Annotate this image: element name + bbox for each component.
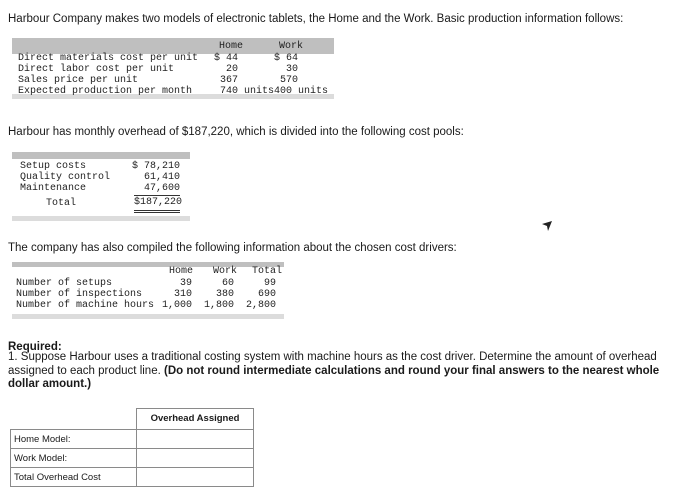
total-overhead-label: Total Overhead Cost	[14, 472, 101, 483]
work-model-overhead-input[interactable]	[136, 448, 254, 468]
production-work-value: $ 64	[274, 53, 299, 64]
production-col-work: Work	[278, 41, 303, 52]
pool-value: 61,410	[143, 172, 180, 183]
pool-label: Quality control	[20, 172, 111, 183]
production-row-label: Direct labor cost per unit	[18, 64, 175, 75]
drivers-col-home: Home	[168, 266, 193, 277]
driver-work-value: 380	[215, 289, 234, 300]
question-text: 1. Suppose Harbour uses a traditional costing system with machine hours as the cost driver. Determine the amount of overhead assigned to each product line.	[8, 351, 657, 377]
drivers-col-work: Work	[212, 266, 237, 277]
production-work-value: 30	[286, 64, 299, 75]
production-table	[12, 38, 334, 100]
drivers-text: The company has also compiled the following information about the chosen cost drivers:	[8, 242, 457, 254]
question-instruction: (Do not round intermediate calculations and round your final answers to the nearest whole dollar amount.)	[8, 364, 660, 390]
cost-pools-table	[12, 152, 190, 224]
cost-drivers-table	[12, 262, 284, 322]
driver-total-value: 99	[263, 278, 276, 289]
driver-total-value: 2,800	[245, 300, 276, 311]
pool-value: $ 78,210	[131, 161, 180, 172]
cursor-icon	[542, 218, 552, 228]
required-question	[8, 351, 692, 392]
required-heading: Required:	[8, 341, 62, 353]
driver-label: Number of setups	[16, 278, 113, 289]
pools-footer-band	[12, 216, 190, 221]
pools-header-band	[12, 152, 190, 159]
driver-label: Number of inspections	[16, 289, 143, 300]
production-col-home: Home	[218, 41, 243, 52]
production-home-value: 20	[226, 64, 239, 75]
drivers-footer-band	[12, 314, 284, 319]
pool-total-value: $187,220	[134, 197, 180, 213]
home-model-label: Home Model:	[14, 434, 71, 445]
answer-header-label: Overhead Assigned	[150, 413, 240, 424]
production-work-value: 570	[280, 75, 299, 86]
drivers-col-total: Total	[251, 266, 282, 277]
driver-home-value: 1,000	[161, 300, 192, 311]
total-overhead-input[interactable]	[136, 467, 254, 487]
pool-value: 47,600	[134, 183, 180, 196]
driver-work-value: 60	[221, 278, 234, 289]
overhead-text: Harbour has monthly overhead of $187,220, which is divided into the following cost pools:	[8, 126, 464, 138]
driver-work-value: 1,800	[203, 300, 234, 311]
pool-label: Setup costs	[20, 161, 87, 172]
home-model-overhead-input[interactable]	[136, 429, 254, 449]
production-row-label: Expected production per month	[18, 86, 193, 97]
production-work-value: 400 units	[274, 86, 329, 97]
driver-home-value: 310	[173, 289, 192, 300]
driver-label: Number of machine hours	[16, 300, 155, 311]
production-home-value: $ 44	[214, 53, 239, 64]
drivers-header-band	[12, 262, 284, 267]
pool-label: Maintenance	[20, 183, 87, 194]
driver-total-value: 690	[257, 289, 276, 300]
production-home-value: 740 units	[220, 86, 275, 97]
production-row-label: Direct materials cost per unit	[18, 53, 199, 64]
production-row-label: Sales price per unit	[18, 75, 139, 86]
work-model-label: Work Model:	[14, 453, 68, 464]
intro-text: Harbour Company makes two models of electronic tablets, the Home and the Work. Basic production information follows:	[8, 13, 624, 25]
production-home-value: 367	[220, 75, 239, 86]
pool-total-label: Total	[46, 198, 77, 209]
answer-table	[10, 408, 254, 488]
driver-home-value: 39	[179, 278, 192, 289]
